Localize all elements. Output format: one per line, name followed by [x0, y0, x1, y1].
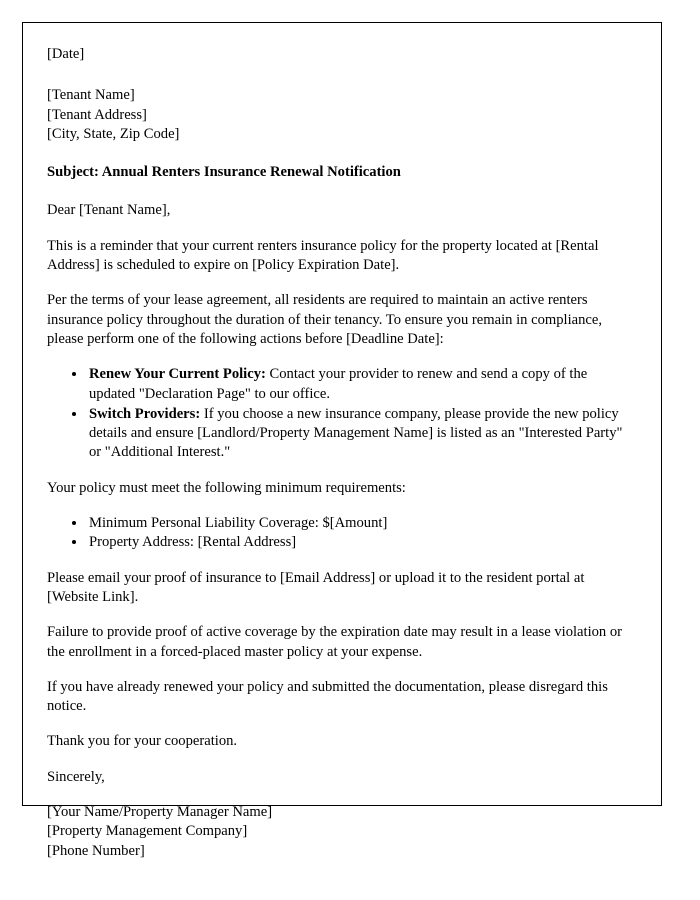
- closing: Sincerely,: [47, 768, 105, 785]
- document-page: [22, 22, 662, 859]
- recipient-line-1: [Tenant Name]: [47, 87, 135, 104]
- paragraph-thank-you: Thank you for your cooperation.: [47, 733, 238, 750]
- list-item: [87, 405, 635, 463]
- recipient-address-block: [47, 86, 635, 144]
- recipient-line-3: [City, State, Zip Code]: [47, 125, 180, 142]
- action-items-list: [47, 365, 635, 462]
- action-item-2-text: If you choose a new insurance company, please provide the new policy details and ensure [Landlord/Property Management Name] is listed as an "Interested Party" or "Additional Interest.": [89, 405, 623, 461]
- recipient-line-2: [Tenant Address]: [47, 106, 147, 123]
- action-item-2-lead: Switch Providers:: [89, 405, 201, 422]
- action-item-1-lead: Renew Your Current Policy:: [89, 366, 266, 383]
- list-item: • Property Address: [Rental Address]: [87, 533, 635, 552]
- requirements-intro: Your policy must meet the following minimum requirements:: [47, 479, 406, 496]
- date-line: [Date]: [47, 46, 85, 62]
- list-item: • Minimum Personal Liability Coverage: $[Amount]: [87, 514, 635, 533]
- paragraph-lease-requirement: Per the terms of your lease agreement, all residents are required to maintain an active renters insurance policy throughout the duration of their tenancy. To ensure you remain in compliance, please perform one of the following actions before [Deadline Date]:: [47, 292, 602, 347]
- paragraph-disregard-notice: If you have already renewed your policy and submitted the documentation, please disregard this notice.: [47, 678, 608, 715]
- signature-block: [47, 803, 635, 859]
- requirements-list: [47, 514, 635, 553]
- signature-line-1: [Your Name/Property Manager Name]: [47, 804, 273, 821]
- signature-line-3-clipped: [47, 842, 635, 859]
- salutation: Dear [Tenant Name],: [47, 202, 171, 219]
- signature-line-2: [Property Management Company]: [47, 823, 248, 840]
- action-item-1-text: Contact your provider to renew and send a copy of the updated "Declaration Page" to our office.: [89, 366, 588, 402]
- list-item: [87, 365, 635, 404]
- signature-line-3: [Phone Number]: [47, 842, 145, 859]
- paragraph-expiration-reminder: This is a reminder that your current renters insurance policy for the property located at [Rental Address] is scheduled to expire on [Policy Expiration Date].: [47, 237, 599, 274]
- subject-line: Subject: Annual Renters Insurance Renewal Notification: [47, 164, 401, 181]
- paragraph-submission-instructions: Please email your proof of insurance to [Email Address] or upload it to the resident portal at [Website Link].: [47, 569, 585, 605]
- paragraph-noncompliance-warning: Failure to provide proof of active coverage by the expiration date may result in a lease violation or the enrollment in a forced-placed master policy at your expense.: [47, 624, 623, 660]
- document-body: [47, 45, 635, 859]
